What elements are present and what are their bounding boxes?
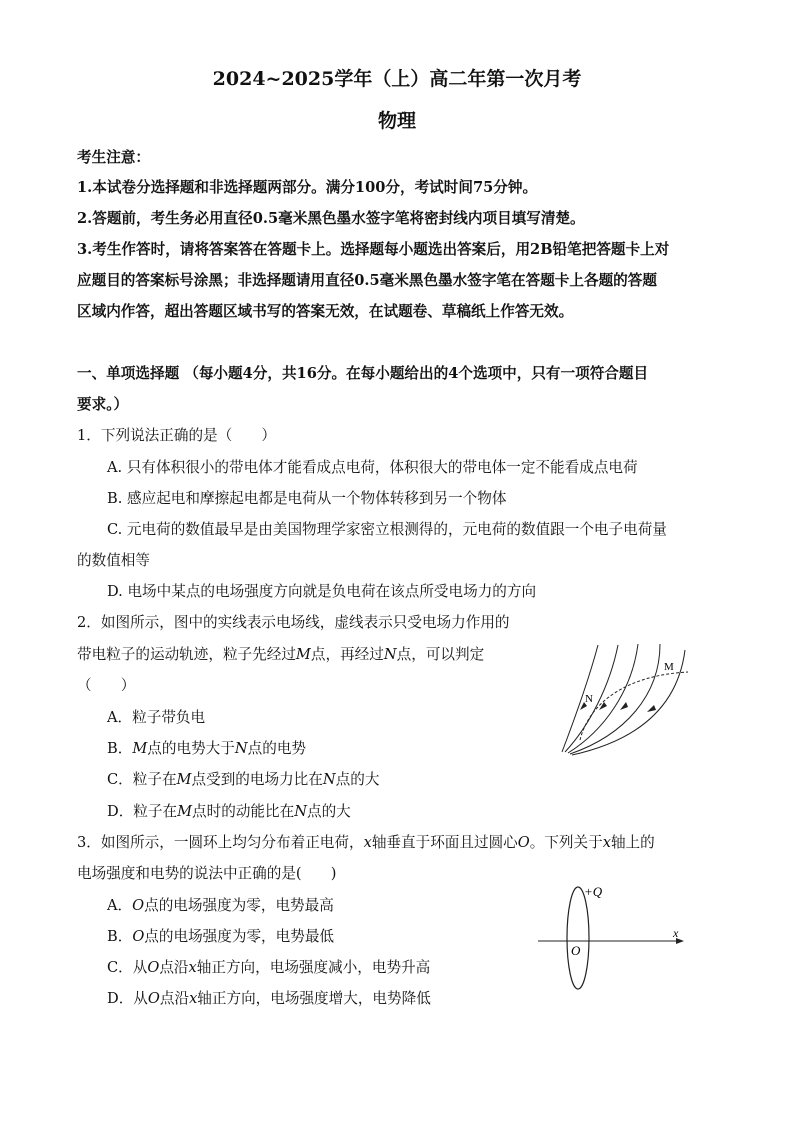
- q3-stem-text-1: 3．如图所示，一圆环上均匀分布着正电荷，: [77, 834, 364, 851]
- q3-c-x: x: [188, 959, 197, 976]
- q3-c-o: O: [147, 959, 160, 976]
- q3-ring-figure: [536, 880, 696, 995]
- q3-a-o: O: [132, 897, 145, 914]
- q1-option-d: D. 电场中某点的电场强度方向就是负电荷在该点所受电场力的方向: [107, 583, 537, 600]
- q1-option-c: C. 元电荷的数值最早是由美国物理学家密立根测得的，元电荷的数值跟一个电子电荷量: [107, 521, 667, 538]
- exam-title: 2024~2025学年（上）高二年第一次月考: [212, 68, 582, 90]
- q3-d-o: O: [147, 990, 160, 1007]
- section1-heading-cont: 要求。）: [77, 396, 129, 413]
- q2-d-n: N: [294, 803, 307, 820]
- q2-c-prefix: C．粒子在: [107, 771, 177, 788]
- q3-option-a: [107, 896, 334, 916]
- notice-item-3-cont2: 区域内作答，超出答题区域书写的答案无效，在试题卷、草稿纸上作答无效。: [77, 303, 574, 320]
- q3-stem-o: O: [517, 834, 530, 851]
- q3-stem-x: x: [363, 834, 372, 851]
- q3-c-mid: 点沿: [159, 959, 189, 976]
- q3-stem-text-4: 轴上的: [610, 834, 655, 851]
- notice-item-3-cont1: 应题目的答案标号涂黑；非选择题请用直径0.5毫米黑色墨水签字笔在答题卡上各题的答题: [77, 272, 657, 289]
- q3-d-x: x: [189, 990, 198, 1007]
- q2-stem-text-1: 带电粒子的运动轨迹，粒子先经过: [77, 646, 296, 663]
- q1-option-b: B. 感应起电和摩擦起电都是电荷从一个物体转移到另一个物体: [107, 490, 507, 507]
- q2-d-prefix: D．粒子在: [107, 803, 178, 820]
- q2-stem-m: M: [295, 646, 311, 663]
- fig-label-o: O: [571, 943, 581, 958]
- q2-stem-text-2: 点，再经过: [310, 646, 384, 663]
- field-line-4: [570, 644, 660, 754]
- q3-stem-text-3: 。下列关于: [529, 834, 603, 851]
- q2-b-prefix: B．: [107, 740, 133, 757]
- q3-a-end: 点的电场强度为零，电势最高: [144, 897, 334, 914]
- exam-subject: 物理: [377, 110, 416, 132]
- q3-option-c: [107, 958, 430, 978]
- q2-stem-bracket: （ ）: [77, 677, 136, 694]
- fig-label-n: N: [585, 693, 593, 705]
- q2-option-a: A．粒子带负电: [107, 709, 206, 726]
- q2-d-mid: 点时的动能比在: [192, 803, 295, 820]
- notice-item-1: 1.本试卷分选择题和非选择题两部分。满分100分，考试时间75分钟。: [77, 179, 538, 196]
- q2-d-end: 点的大: [306, 803, 351, 820]
- q2-stem-cont: [77, 645, 484, 665]
- q3-a-prefix: A．: [107, 897, 133, 914]
- q2-c-end: 点的大: [335, 771, 380, 788]
- charged-ring: [567, 887, 589, 989]
- fig-label-q: +Q: [584, 884, 603, 899]
- q3-option-b: [107, 927, 334, 947]
- field-arrow-3: [620, 702, 628, 710]
- q3-b-end: 点的电场强度为零，电势最低: [144, 928, 335, 945]
- q3-c-end: 轴正方向，电场强度减小，电势升高: [196, 959, 431, 976]
- notice-item-3: 3.考生作答时，请将答案答在答题卡上。选择题每小题选出答案后，用2B铅笔把答题卡上对: [77, 241, 670, 258]
- q2-c-m: M: [176, 771, 192, 788]
- section1-heading: 一、单项选择题 （每小题4分，共16分。在每小题给出的4个选项中，只有一项符合题目: [77, 365, 649, 382]
- q2-c-n: N: [322, 771, 336, 788]
- q3-c-prefix: C．从: [107, 959, 148, 976]
- q1-option-c-cont: 的数值相等: [77, 552, 150, 569]
- q2-option-d: [107, 802, 351, 822]
- q2-stem-n: N: [383, 646, 397, 663]
- q3-option-d: [107, 989, 431, 1009]
- q3-d-end: 轴正方向，电场强度增大，电势降低: [197, 990, 431, 1007]
- q1-stem: 1．下列说法正确的是（ ）: [77, 427, 277, 444]
- q3-stem-x2: x: [602, 834, 611, 851]
- q3-b-o: O: [132, 928, 145, 945]
- q2-b-end: 点的电势: [247, 740, 307, 757]
- q3-d-mid: 点沿: [159, 990, 190, 1007]
- q2-b-n: N: [234, 740, 248, 757]
- q2-option-c: [107, 770, 379, 790]
- notice-item-2: 2.答题前，考生务必用直径0.5毫米黑色墨水签字笔将密封线内项目填写清楚。: [77, 210, 585, 227]
- q2-field-figure: [560, 640, 700, 755]
- notice-heading: 考生注意：: [77, 149, 150, 166]
- q2-option-b: [107, 739, 306, 759]
- field-line-3: [568, 644, 638, 753]
- q3-stem-text-2: 轴垂直于环面且过圆心: [371, 834, 518, 851]
- q2-b-m: M: [132, 740, 148, 757]
- fig-label-x: x: [673, 926, 679, 940]
- q2-stem: 2．如图所示，图中的实线表示电场线，虚线表示只受电场力作用的: [77, 614, 510, 631]
- q2-stem-text-3: 点，可以判定: [396, 646, 485, 663]
- q2-b-mid: 点的电势大于: [147, 740, 235, 757]
- fig-label-m: M: [664, 661, 674, 673]
- field-arrow-2: [599, 702, 607, 710]
- q3-b-prefix: B．: [107, 928, 133, 945]
- field-arrow-4: [647, 705, 656, 712]
- q1-option-a: A. 只有体积很小的带电体才能看成点电荷，体积很大的带电体一定不能看成点电荷: [107, 459, 638, 476]
- q2-c-mid: 点受到的电场力比在: [191, 771, 323, 788]
- q2-d-m: M: [177, 803, 193, 820]
- q3-d-prefix: D．从: [107, 990, 148, 1007]
- q3-stem-cont: 电场强度和电势的说法中正确的是( ): [77, 865, 337, 882]
- q3-stem: [77, 833, 655, 853]
